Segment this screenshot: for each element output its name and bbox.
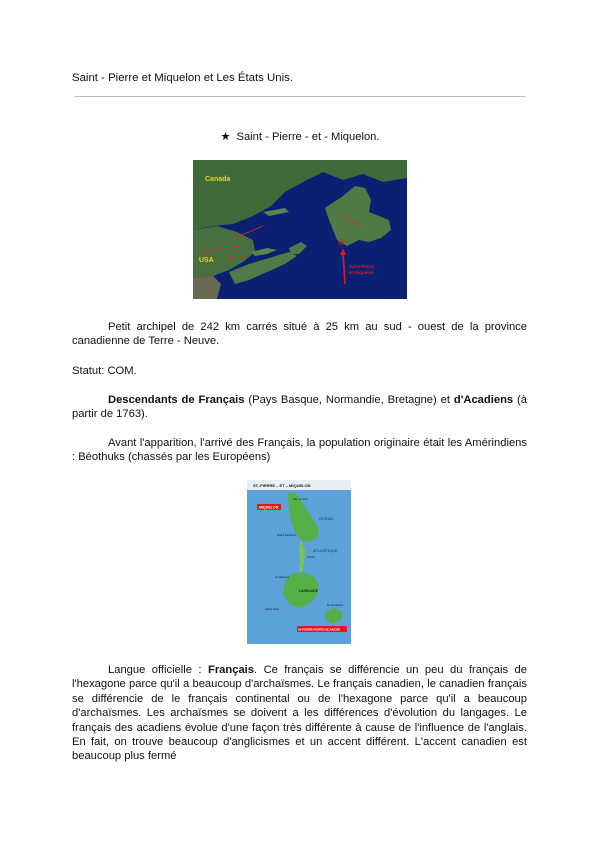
star-icon: ★ — [220, 131, 231, 143]
label-usa: USA — [199, 257, 214, 264]
horizontal-rule — [75, 96, 525, 97]
archipelago-map — [247, 480, 351, 644]
label-spm-2: et Miquelon — [349, 270, 374, 275]
paragraph-archipel: Petit archipel de 242 km carrés situé à 25 km au sud - ouest de la province canadienne de Terre - Neuve. — [72, 321, 527, 348]
small-label-3: Isthme — [307, 556, 315, 559]
paragraph-statut: Statut: COM. — [72, 365, 137, 377]
text-span: (Pays Basque, Normandie, Bretagne) et — [244, 394, 454, 406]
bold-francais: Descendants de Français — [108, 394, 245, 406]
paragraph-amerindiens: Avant l'apparition, l'arrivé des Français, la population originaire était les Amérindiens : Béothuks (chassés par les Européens) — [72, 437, 527, 464]
document-title: Saint - Pierre et Miquelon et Les États Unis. — [72, 72, 293, 84]
small-label-6: Île aux Marins — [327, 604, 344, 607]
label-atlantique: ATLANTIQUE — [313, 548, 338, 553]
bold-langue-francais: Français — [207, 664, 255, 676]
small-label-5: Pointe Plate — [265, 608, 279, 611]
label-canada: Canada — [205, 176, 231, 183]
text-span: . Ce français se différencie un peu du français de l'hexagone parce qu'il a beaucoup d'archaïsmes. Le français canadien, le canadien français se différencie de le français continental ou de l'hexagone parce qu'il a beaucoup d'archaïsmes. Les archaïsmes se doivent a les différences d'évolution du langages. Le français des acadiens évolue d'une façon très différente à cause de l'influence de l'anglais. En fait, on trouve beaucoup d'anglicismes et un accent différent. L'accent canadien est beaucoup plus fermé — [72, 664, 527, 763]
map2-header: ST.-PIERRE – ET – MIQUELON — [253, 483, 311, 488]
label-ocean: OCEAN — [319, 516, 334, 521]
label-miquelon: MIQUELON — [259, 505, 279, 510]
region-map — [193, 160, 407, 299]
section-heading — [0, 130, 600, 143]
small-label-4: Le Chapeau — [275, 576, 290, 579]
small-label-1: Cap du Nord — [293, 498, 308, 501]
section-heading-text: Saint - Pierre - et - Miquelon. — [236, 131, 380, 143]
text-span: Langue officielle : — [108, 664, 208, 676]
small-label-2: Grand Barachois — [277, 534, 297, 537]
label-spm-1: Saint-Pierre — [349, 264, 375, 269]
text-span: (à partir de 1763). — [72, 394, 527, 421]
paragraph-langue — [72, 663, 527, 764]
label-spb: St-PIERRE-PORTE-BLANCHE — [298, 627, 341, 632]
paragraph-descendants — [72, 393, 527, 422]
bold-acadiens: d'Acadiens — [453, 394, 514, 406]
label-langlade: LANGLADE — [299, 589, 318, 593]
